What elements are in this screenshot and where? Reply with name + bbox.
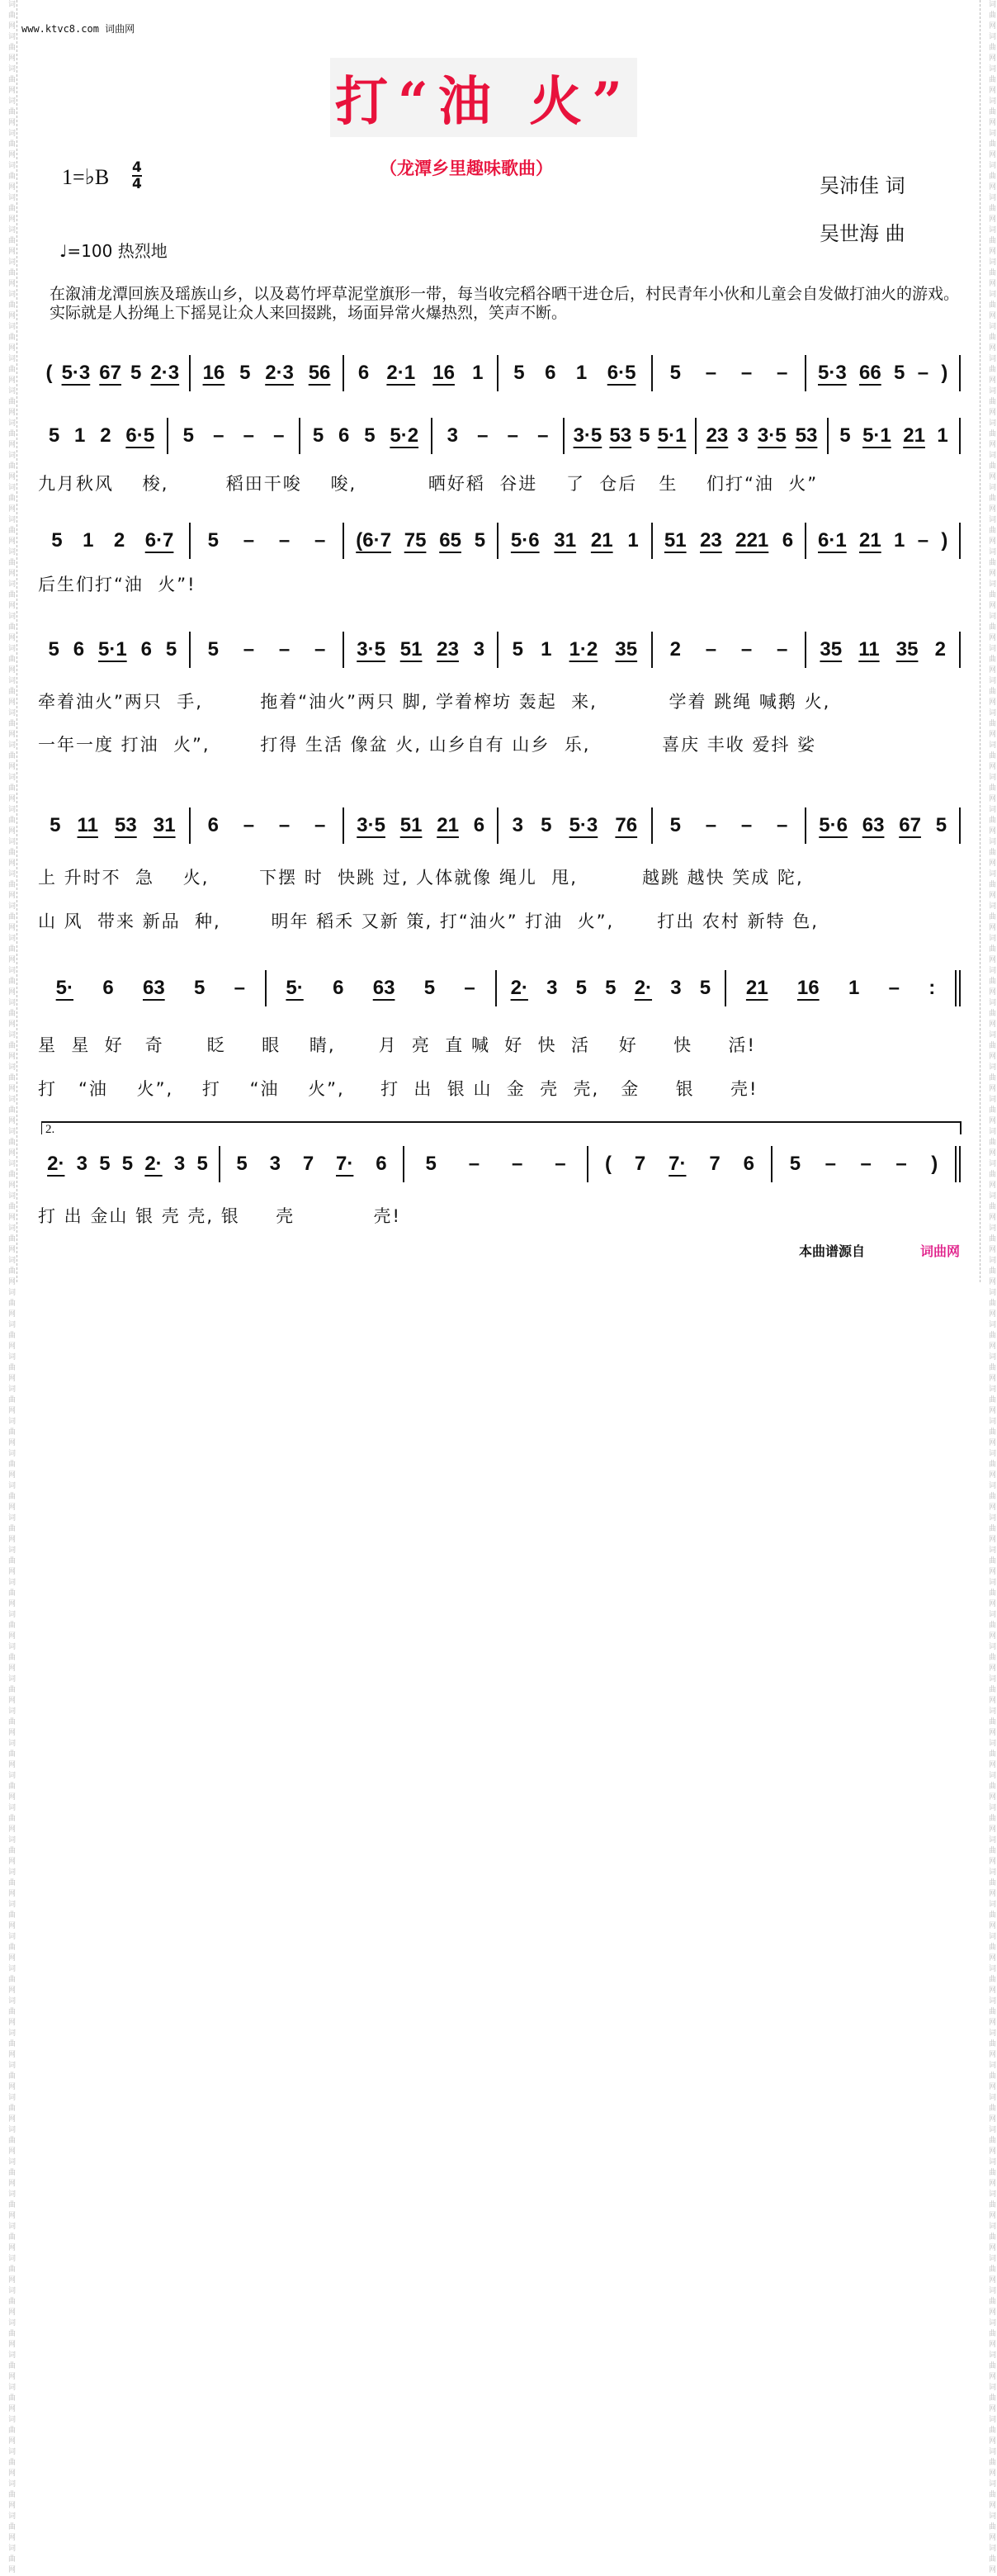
note: 3 [447, 424, 458, 447]
note: – [555, 1153, 566, 1175]
note: 6 [73, 638, 85, 661]
measure [806, 807, 959, 844]
note: 31 [153, 814, 176, 836]
measure [36, 1146, 219, 1182]
note: 35 [820, 638, 843, 661]
note: – [507, 424, 518, 447]
note: 1 [541, 638, 552, 661]
note: 5 [935, 814, 947, 836]
bar-line [959, 632, 961, 668]
note: 5 [207, 638, 219, 661]
note: – [278, 529, 291, 552]
measure [653, 523, 806, 559]
meter-bottom: 4 [132, 176, 142, 192]
note: – [705, 814, 717, 836]
note: 51 [399, 814, 423, 836]
note: 1 [74, 424, 86, 447]
note: 5 [789, 1153, 801, 1175]
note: 21 [859, 529, 881, 552]
note: 2 [934, 638, 946, 661]
lyric-line: 上 升时不 急 火, 下摆 时 快跳 过, 人体就像 绳儿 甩, 越跳 越快 笑成 陀, [38, 868, 804, 888]
watermark-right: 词曲网词曲网词曲网词曲网词曲网词曲网词曲网词曲网词曲网词曲网词曲网词曲网词曲网词曲网词曲网词曲网词曲网词曲网词曲网词曲网词曲网词曲网词曲网词曲网词曲网词曲网词曲网词曲网词曲网词曲网词曲网词曲网词曲网词曲网词曲网词曲网词曲网词曲网词曲网词曲网词曲网词曲网词曲网词曲网词曲网词曲网词曲网词曲网词曲网词曲网词曲网词曲网词曲网词曲网词曲网词曲网词曲网词曲网词曲网词曲网词曲网词曲网词曲网词曲网词曲网词曲网词曲网词曲网词曲网词曲网词曲网词曲网词曲网词曲网词曲网词曲网词曲网词曲网词曲网词曲网 [980, 0, 997, 1282]
measure [498, 523, 651, 559]
note: 6 [338, 424, 350, 447]
note: 5 [541, 814, 552, 836]
measure [806, 355, 959, 391]
measure [344, 523, 497, 559]
bar-line [955, 1146, 961, 1182]
measure [36, 807, 189, 844]
note: 6 [357, 362, 370, 384]
note: 23 [700, 529, 722, 552]
staff-system-1 [36, 355, 961, 391]
note: 3 [76, 1153, 87, 1175]
measure [498, 355, 651, 391]
note: 51 [399, 638, 423, 661]
measure [36, 418, 167, 454]
measure [168, 418, 299, 454]
note: 5 [239, 362, 251, 384]
note: 5 [423, 977, 436, 999]
measure [191, 523, 343, 559]
note: 5·3 [569, 814, 598, 836]
lyric-line: 星 星 好 奇 眨 眼 睛, 月 亮 直 喊 好 快 活 好 快 活! [38, 1035, 756, 1055]
note: – [511, 1153, 523, 1175]
measure [653, 632, 806, 668]
note: 23 [706, 424, 729, 447]
staff-system-4 [36, 632, 961, 668]
note: 5 [99, 1153, 111, 1175]
note: – [243, 424, 254, 447]
note: 2·1 [386, 362, 416, 384]
note: – [278, 638, 291, 661]
note: 7 [709, 1153, 721, 1175]
note: 1 [937, 424, 948, 447]
note: – [895, 1153, 907, 1175]
note: ) [941, 362, 948, 384]
note: 2· [47, 1153, 65, 1175]
note: ( [45, 362, 53, 384]
note: – [705, 362, 717, 384]
note: 5 [48, 638, 59, 661]
note: 5 [207, 529, 219, 552]
note: – [888, 977, 900, 999]
note: 5·1 [657, 424, 687, 447]
lyric-line: 打 出 金山 银 壳 壳, 银 壳 壳! [38, 1206, 401, 1226]
note: 3·5 [573, 424, 602, 447]
volta-bracket: 2. [41, 1121, 962, 1134]
site-header: www.ktvc8.com 词曲网 [21, 23, 135, 35]
note: 3·5 [757, 424, 787, 447]
note: 6 [333, 977, 344, 999]
note: – [860, 1153, 872, 1175]
bar-line [955, 970, 961, 1006]
note: 2·3 [265, 362, 294, 384]
note: 5 [425, 1153, 437, 1175]
note: 1 [83, 529, 94, 552]
note: 6 [743, 1153, 754, 1175]
measure [344, 355, 497, 391]
subtitle: （龙潭乡里趣味歌曲） [380, 159, 553, 178]
staff-system-5 [36, 807, 961, 844]
lyric-line: 山 风 带来 新品 种, 明年 稻禾 又新 策, 打“油火” 打油 火”, 打出 农村 新特 色, [38, 912, 819, 931]
note: 3 [546, 977, 558, 999]
note: 5 [51, 529, 63, 552]
measure [220, 1146, 403, 1182]
note: – [314, 638, 326, 661]
note: 21 [437, 814, 459, 836]
note: – [777, 362, 788, 384]
note: 1 [627, 529, 639, 552]
note: 5 [894, 362, 905, 384]
note: 1 [575, 362, 588, 384]
measure [36, 355, 189, 391]
note: 21 [745, 977, 768, 999]
note: 5 [130, 362, 142, 384]
measure [344, 807, 497, 844]
staff-system-2 [36, 418, 961, 454]
measure [806, 523, 959, 559]
note: 5· [286, 977, 304, 999]
note: 3 [670, 977, 682, 999]
note: 3·5 [357, 638, 385, 661]
note: 7 [634, 1153, 646, 1175]
note: – [243, 638, 255, 661]
note: – [278, 814, 291, 836]
note: 2 [100, 424, 111, 447]
note: 3 [473, 638, 485, 661]
note: 3 [512, 814, 523, 836]
note: 2· [144, 1153, 163, 1175]
note: 5 [182, 424, 194, 447]
note: 5 [474, 529, 486, 552]
note: 56 [308, 362, 331, 384]
note: 7 [302, 1153, 314, 1175]
lyric-line: 九月秋风 梭, 稻田干唆 唆, 晒好稻 谷进 了 仓后 生 们打“油 火” [38, 474, 819, 494]
source-site-link[interactable]: 词曲网 [920, 1243, 961, 1259]
note: ) [931, 1153, 938, 1175]
note: 63 [372, 977, 395, 999]
note: – [705, 638, 717, 661]
note: 35 [895, 638, 919, 661]
note: 7· [336, 1153, 354, 1175]
lyric-line: 后生们打“油 火”! [38, 575, 196, 594]
note: 21 [903, 424, 925, 447]
measure [191, 632, 343, 668]
note: 5 [669, 362, 681, 384]
note: 5 [48, 424, 60, 447]
note: – [917, 362, 929, 384]
note: 67 [899, 814, 921, 836]
measure [267, 970, 495, 1006]
note: – [740, 814, 753, 836]
note: 1·2 [569, 638, 598, 661]
song-title: 打“油 火” [335, 71, 632, 133]
note: 3 [269, 1153, 281, 1175]
composer: 吴世海 曲 [820, 222, 905, 245]
note: 6 [140, 638, 152, 661]
note: 5·6 [510, 529, 540, 552]
note: 63 [142, 977, 165, 999]
measure [404, 1146, 587, 1182]
measure [806, 632, 959, 668]
note: 16 [796, 977, 820, 999]
note: 31 [554, 529, 577, 552]
note: 3 [737, 424, 749, 447]
measure [344, 632, 497, 668]
note: 6 [782, 529, 794, 552]
tempo-marking: ♩=100 热烈地 [59, 241, 168, 261]
note: 63 [862, 814, 885, 836]
measure [653, 807, 806, 844]
source-label: 本曲谱源自 [799, 1243, 866, 1259]
note: – [777, 814, 788, 836]
note: 53 [795, 424, 818, 447]
note: 35 [615, 638, 638, 661]
note: 23 [437, 638, 459, 661]
note: 67 [99, 362, 121, 384]
note: 11 [858, 638, 880, 661]
note: 53 [609, 424, 632, 447]
note: – [740, 638, 753, 661]
note: 2 [113, 529, 125, 552]
measure [498, 807, 651, 844]
bar-line [959, 523, 961, 559]
note: 6 [102, 977, 114, 999]
bar-line [959, 418, 961, 454]
staff-system-3 [36, 523, 961, 559]
measure [36, 970, 265, 1006]
note: 3·5 [357, 814, 385, 836]
note: – [464, 977, 475, 999]
note: 75 [404, 529, 427, 552]
note: – [777, 638, 788, 661]
note: 5 [364, 424, 376, 447]
note: – [213, 424, 224, 447]
note: 6·7 [144, 529, 174, 552]
note: 5 [196, 1153, 208, 1175]
note: – [234, 977, 246, 999]
measure [36, 632, 189, 668]
note: – [273, 424, 285, 447]
note: 5 [236, 1153, 248, 1175]
measure [497, 970, 725, 1006]
note: 66 [859, 362, 881, 384]
note: 6 [545, 362, 556, 384]
measure [565, 418, 695, 454]
lyric-line: 牵着油火”两只 手, 拖着“油火”两只 脚, 学着榨坊 轰起 来, 学着 跳绳 喊鹅 火, [38, 692, 831, 712]
note: 6·5 [125, 424, 155, 447]
note: 221 [735, 529, 769, 552]
note: 5 [194, 977, 206, 999]
meter-top: 4 [132, 159, 142, 176]
note: 5·1 [862, 424, 891, 447]
staff-system-6 [36, 970, 961, 1006]
lyricist: 吴沛佳 词 [820, 174, 905, 197]
bar-line [959, 807, 961, 844]
note: – [917, 529, 929, 552]
note: 5 [575, 977, 587, 999]
note: 65 [439, 529, 461, 552]
note: 5 [669, 814, 681, 836]
measure [773, 1146, 955, 1182]
note: – [243, 814, 255, 836]
note: 2· [510, 977, 528, 999]
note: 6 [473, 814, 485, 836]
note: 11 [77, 814, 98, 836]
note: 7· [669, 1153, 687, 1175]
note: – [477, 424, 489, 447]
note: 6·1 [818, 529, 847, 552]
note: 51 [664, 529, 687, 552]
note: 5 [605, 977, 617, 999]
note: 76 [615, 814, 638, 836]
note: 2 [669, 638, 681, 661]
note: 5 [50, 814, 61, 836]
note: 6 [376, 1153, 387, 1175]
note: ) [941, 529, 948, 552]
note: ( [604, 1153, 612, 1175]
note: 2· [634, 977, 653, 999]
note: 16 [432, 362, 455, 384]
note: 5 [121, 1153, 134, 1175]
measure [191, 807, 343, 844]
note: (6·7 [356, 529, 391, 552]
note: 1 [894, 529, 905, 552]
note: 21 [590, 529, 613, 552]
measure [191, 355, 343, 391]
time-signature [132, 160, 142, 192]
measure [726, 970, 955, 1006]
intro-text: 在溆浦龙潭回族及瑶族山乡，以及葛竹坪草泥堂旗形一带，每当收完稻谷晒干进仓后，村民青年小伙和儿童会自发做打油火的游戏。实际就是人扮绳上下摇晃让众人来回掇跳，场面异常火爆热烈，笑声不断。 [50, 285, 960, 322]
note: 53 [115, 814, 137, 836]
note: 5 [639, 424, 650, 447]
note: 5 [512, 638, 523, 661]
watermark-left: 词曲网词曲网词曲网词曲网词曲网词曲网词曲网词曲网词曲网词曲网词曲网词曲网词曲网词曲网词曲网词曲网词曲网词曲网词曲网词曲网词曲网词曲网词曲网词曲网词曲网词曲网词曲网词曲网词曲网词曲网词曲网词曲网词曲网词曲网词曲网词曲网词曲网词曲网词曲网词曲网词曲网词曲网词曲网词曲网词曲网词曲网词曲网词曲网词曲网词曲网词曲网词曲网词曲网词曲网词曲网词曲网词曲网词曲网词曲网词曲网词曲网词曲网词曲网词曲网词曲网词曲网词曲网词曲网词曲网词曲网词曲网词曲网词曲网词曲网词曲网词曲网词曲网词曲网词曲网词曲网 [0, 0, 17, 1282]
note: 16 [202, 362, 225, 384]
measure [432, 418, 563, 454]
note: 6 [207, 814, 219, 836]
note: 5 [699, 977, 711, 999]
note: – [537, 424, 549, 447]
measure [697, 418, 827, 454]
note: 5 [513, 362, 525, 384]
note: 2·3 [150, 362, 180, 384]
note: – [314, 529, 326, 552]
note: – [468, 1153, 480, 1175]
measure [829, 418, 959, 454]
measure [498, 632, 651, 668]
staff-system-7 [36, 1146, 961, 1182]
note: – [825, 1153, 836, 1175]
note: 1 [472, 362, 484, 384]
note: – [740, 362, 753, 384]
note: 5· [55, 977, 73, 999]
note: – [314, 814, 326, 836]
key-signature: 1=♭B [62, 165, 110, 189]
note: 5·2 [390, 424, 419, 447]
note: : [928, 977, 936, 999]
note: 5·3 [818, 362, 847, 384]
note: 5 [312, 424, 324, 447]
measure [36, 523, 189, 559]
note: 3 [173, 1153, 186, 1175]
note: 5·3 [61, 362, 91, 384]
bar-line [959, 355, 961, 391]
note: – [243, 529, 255, 552]
measure [300, 418, 431, 454]
measure [653, 355, 806, 391]
note: 1 [848, 977, 860, 999]
lyric-line: 打 “油 火”, 打 “油 火”, 打 出 银 山 金 壳 壳, 金 银 壳! [38, 1079, 758, 1099]
lyric-line: 一年一度 打油 火”, 打得 生活 像盆 火, 山乡自有 山乡 乐, 喜庆 丰收 爱抖 娑 [38, 735, 817, 755]
note: 5·6 [819, 814, 848, 836]
note: 6·5 [607, 362, 636, 384]
measure [588, 1146, 771, 1182]
note: 5 [165, 638, 177, 661]
note: 5 [839, 424, 851, 447]
note: 5·1 [97, 638, 127, 661]
